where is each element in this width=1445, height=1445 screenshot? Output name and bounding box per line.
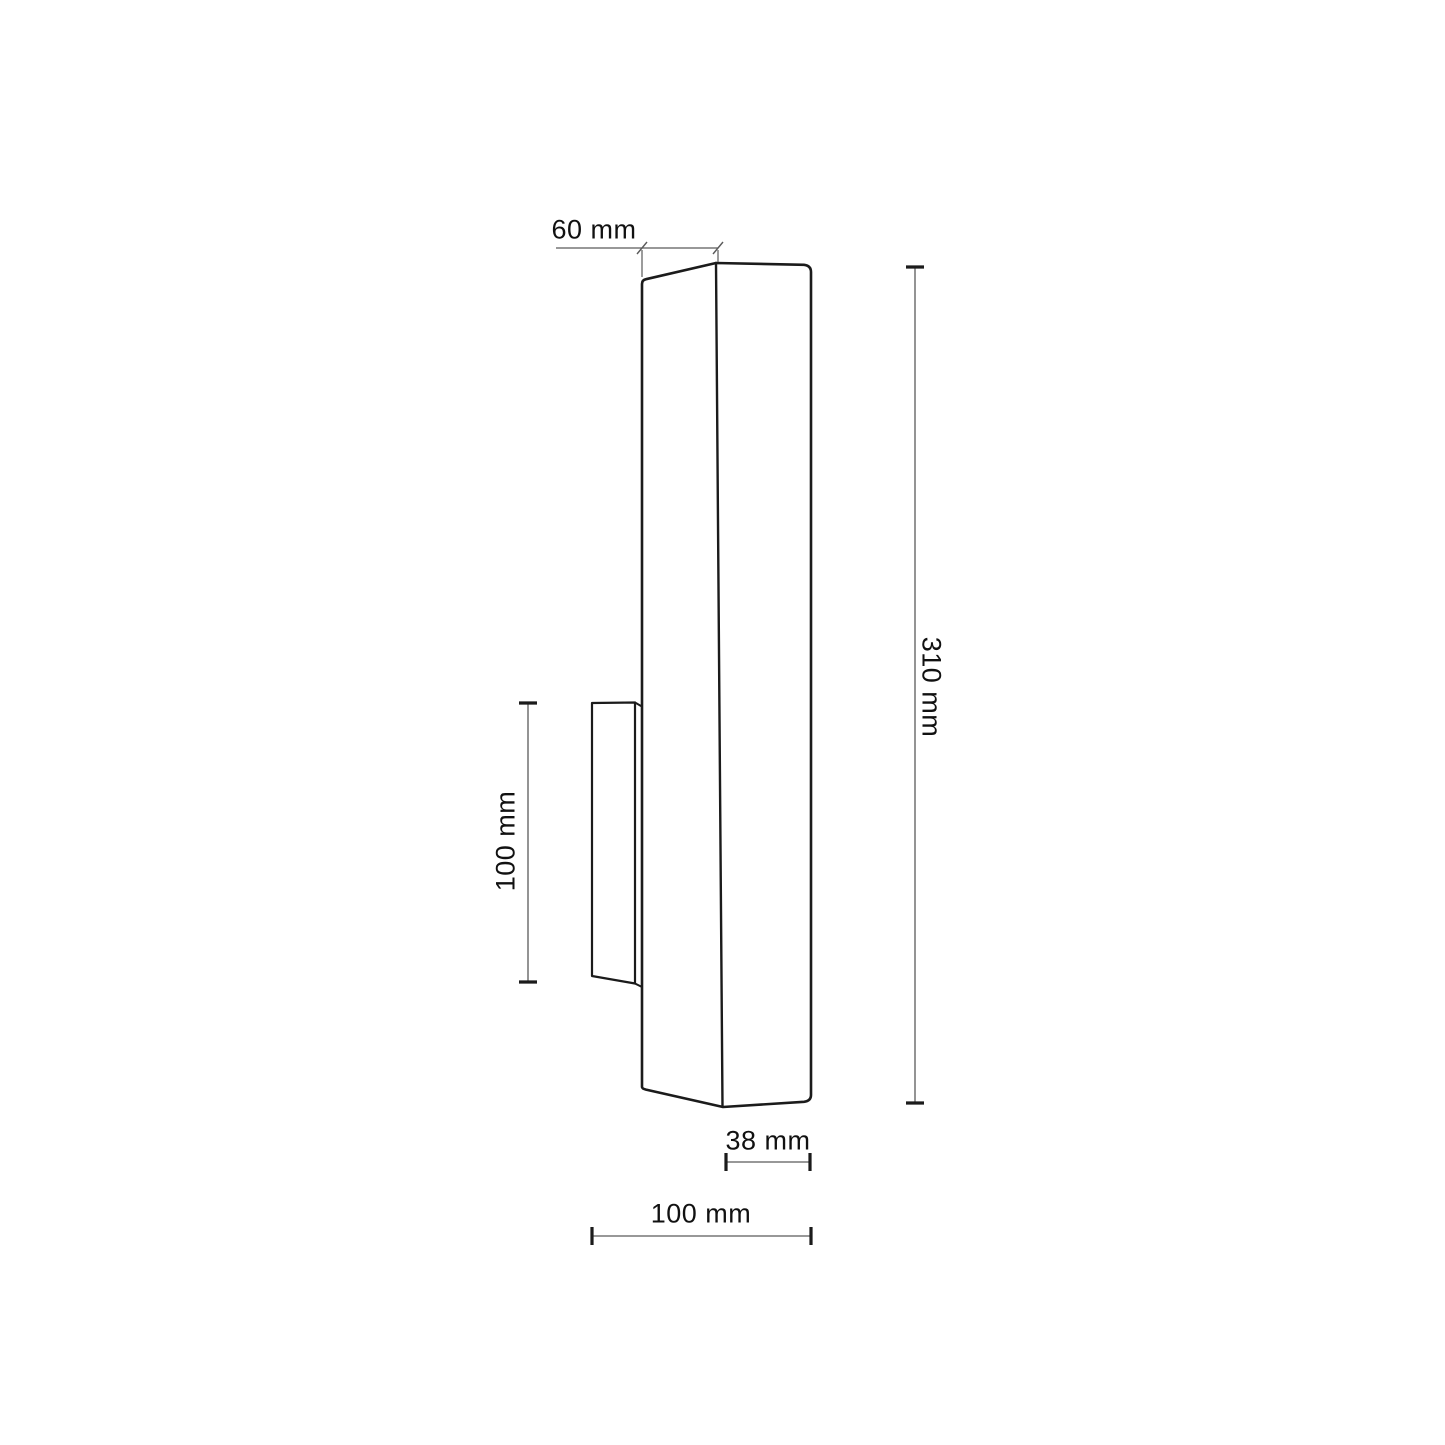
lamp-front-edge	[716, 263, 723, 1107]
dim-label-bottom-depth: 38 mm	[725, 1125, 811, 1156]
mount-plate-bottom-bevel	[635, 984, 641, 987]
dim-label-mount-plate-height: 100 mm	[490, 790, 521, 892]
dim-label-overall-depth: 100 mm	[650, 1198, 752, 1229]
dim-label-overall-height: 310 mm	[916, 636, 947, 738]
mount-plate-outline	[592, 703, 635, 984]
dim-label-top-width: 60 mm	[551, 214, 637, 245]
lamp-body-outline	[642, 263, 811, 1107]
